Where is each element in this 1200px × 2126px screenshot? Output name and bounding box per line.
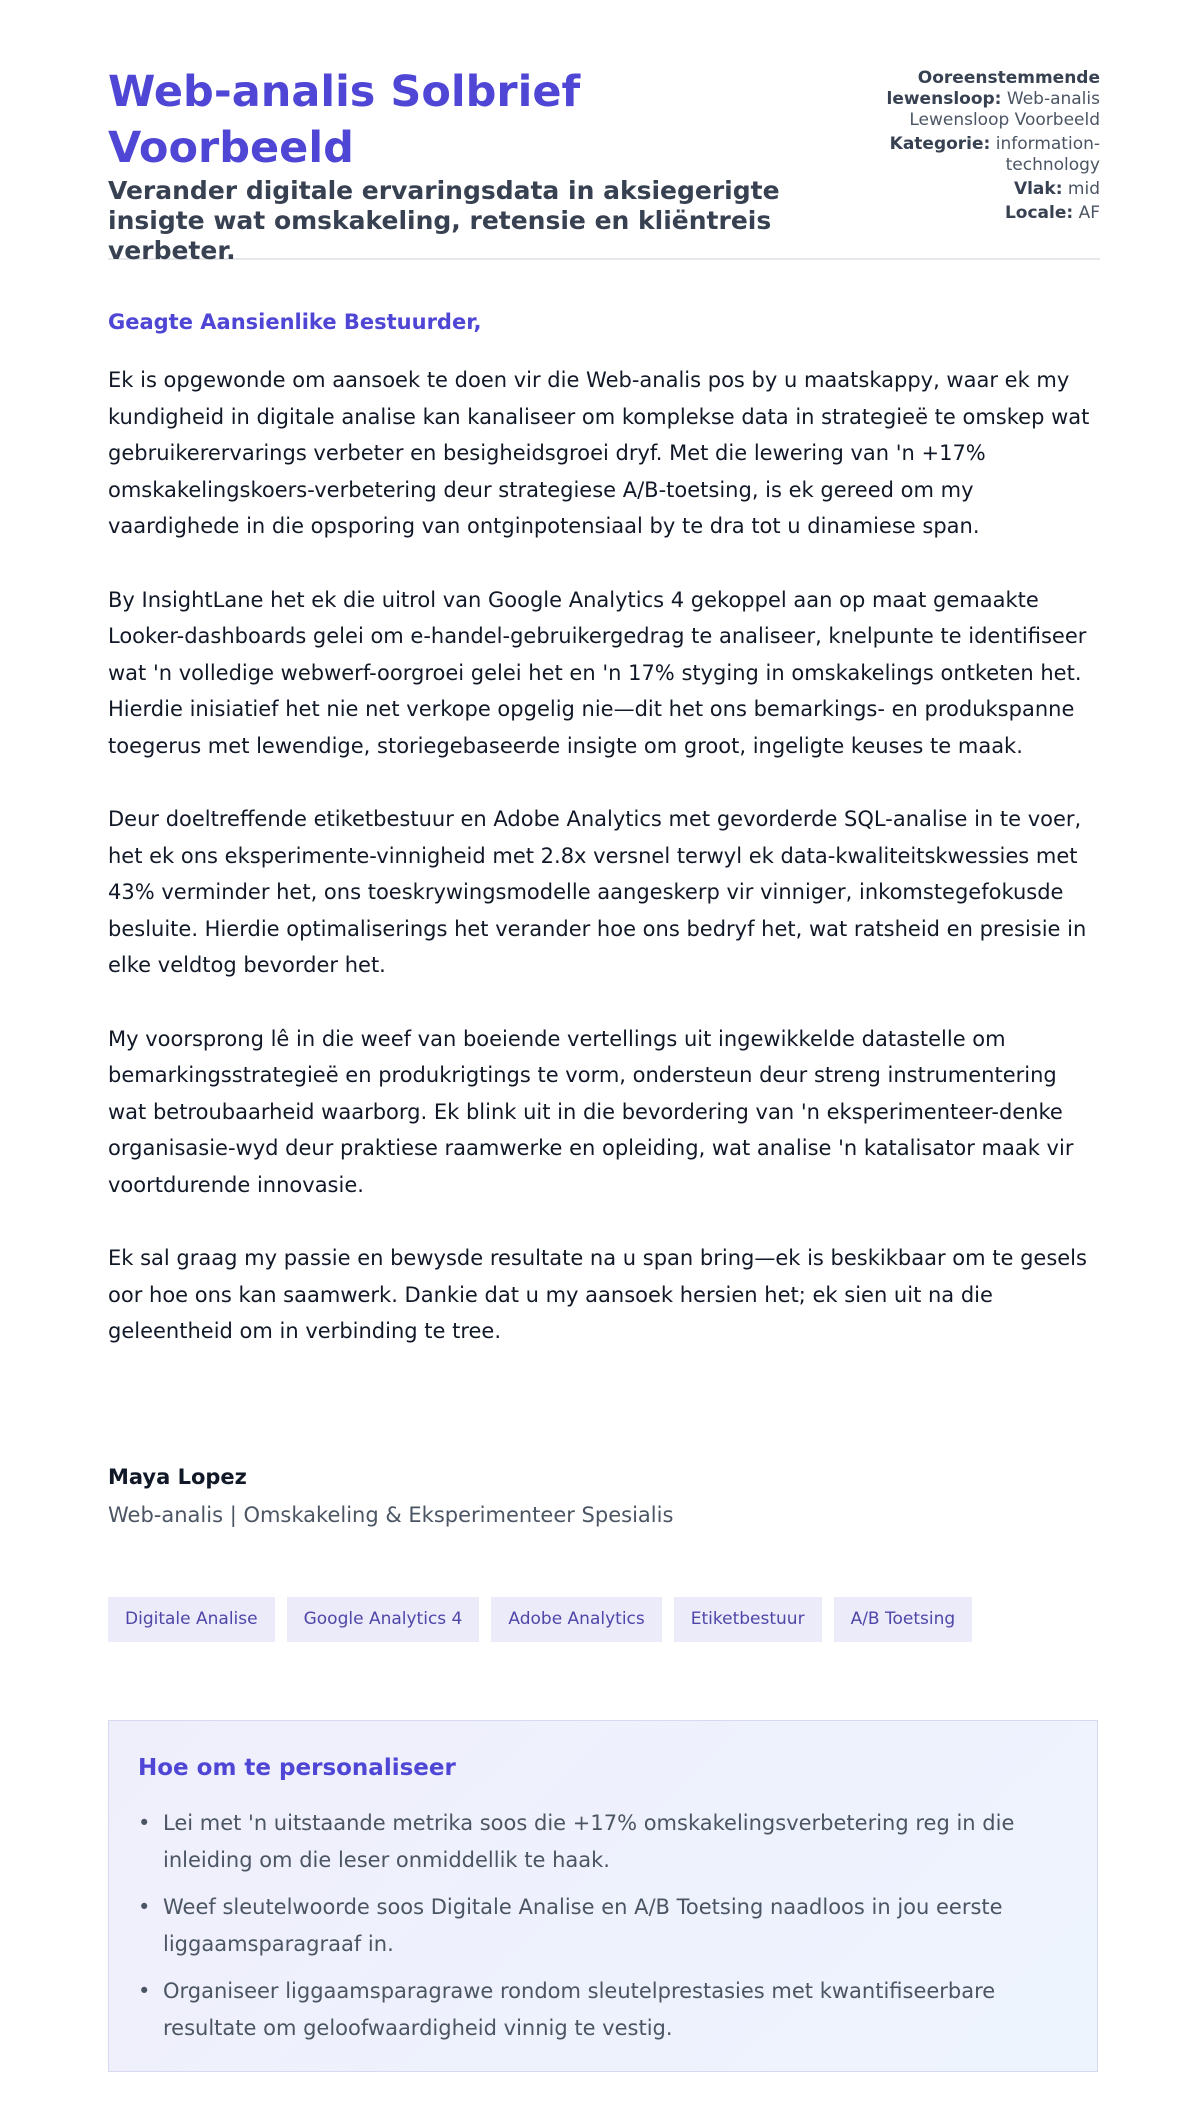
bullet-icon: • (138, 1979, 151, 2003)
letter-paragraph: Ek is opgewonde om aansoek te doen vir die Web-analis pos by u maatskappy, waar ek my kundigheid in digitale analise kan kanaliseer om komplekse data in strategieë te omskep wat gebruikerervarings verbeter en besigheidsgroei dryf. Met die lewering van 'n +17% omskakelingskoers-verbetering deur strategiese A/B-toetsing, is ek gereed om my vaardighede in die opsporing van ontginpotensiaal by te dra tot u dinamiese span. (108, 368, 1090, 538)
page-title: Web-analis Solbrief Voorbeeld (108, 67, 581, 173)
meta-level (850, 179, 1100, 200)
personalize-tips-box (108, 1720, 1098, 2072)
letter-paragraph: Ek sal graag my passie en bewysde resultate na u span bring—ek is beskikbaar om te gesels oor hoe ons kan saamwerk. Dankie dat u my aansoek hersien het; ek sien uit na die geleentheid om in verbinding te tree. (108, 1246, 1087, 1343)
meta-value: AF (1078, 203, 1100, 223)
cover-letter-page (108, 62, 1100, 2040)
tip-item (138, 1889, 1083, 1962)
meta-label: Locale: (1004, 203, 1074, 223)
title-block (108, 62, 808, 266)
skill-tags (108, 1597, 972, 1642)
letter-paragraph: Deur doeltreffende etiketbestuur en Adobe Analytics met gevorderde SQL-analise in te voer, het ek ons eksperimente-vinnigheid met 2.8x versnel terwyl ek data-kwaliteitskwessies met 43% verminder het, ons toeskrywingsmodelle aangeskerp vir vinniger, inkomstegefokusde besluite. Hierdie optimaliserings het verander hoe ons bedryf het, wat ratsheid en presisie in elke veldtog bevorder het. (108, 807, 1087, 977)
tips-title: Hoe om te personaliseer (138, 1755, 456, 1781)
meta-value: Web-analis Lewensloop Voorbeeld (909, 89, 1100, 130)
bullet-icon: • (138, 1895, 151, 1919)
letter-body (108, 362, 1100, 1387)
meta-value: mid (1067, 179, 1100, 199)
tip-item (138, 1973, 1083, 2046)
page-header (108, 62, 1100, 265)
letter-greeting: Geagte Aansienlike Bestuurder, (108, 310, 482, 334)
meta-info (850, 62, 1100, 227)
meta-label: Kategorie: (889, 134, 991, 154)
meta-label: Ooreenstemmende lewensloop: (886, 68, 1100, 109)
skill-tag: Digitale Analise (108, 1597, 275, 1642)
skill-tag: Etiketbestuur (674, 1597, 822, 1642)
signature-name: Maya Lopez (108, 1465, 247, 1489)
meta-value: information-technology (995, 134, 1100, 175)
tips-list (138, 1805, 1083, 2057)
meta-label: Vlak: (1013, 179, 1063, 199)
meta-locale (850, 203, 1100, 224)
signature-block (108, 1462, 673, 1530)
tip-text: Weef sleutelwoorde soos Digitale Analise en A/B Toetsing naadloos in jou eerste liggaamsparagraaf in. (163, 1895, 1003, 1956)
page-subtitle: Verander digitale ervaringsdata in aksiegerigte insigte wat omskakeling, retensie en kliëntreis verbeter. (108, 176, 780, 265)
skill-tag: Google Analytics 4 (287, 1597, 480, 1642)
skill-tag: Adobe Analytics (491, 1597, 661, 1642)
meta-category (850, 134, 1100, 176)
tip-text: Organiseer liggaamsparagrawe rondom sleutelprestasies met kwantifiseerbare resultate om geloofwaardigheid vinnig te vestig. (163, 1979, 996, 2040)
meta-matching-resume (850, 68, 1100, 131)
signature-title: Web-analis | Omskakeling & Eksperimenteer Spesialis (108, 1503, 674, 1527)
tip-text: Lei met 'n uitstaande metrika soos die +17% omskakelingsverbetering reg in die inleiding om die leser onmiddellik te haak. (163, 1811, 1015, 1872)
letter-paragraph: My voorsprong lê in die weef van boeiende vertellings uit ingewikkelde datastelle om bemarkingsstrategieë en produkrigtings te vorm, ondersteun deur streng instrumentering wat betroubaarheid waarborg. Ek blink uit in die bevordering van 'n eksperimenteer-denke organisasie-wyd deur praktiese raamwerke en opleiding, wat analise 'n katalisator maak vir voortdurende innovasie. (108, 1026, 1074, 1197)
bullet-icon: • (138, 1811, 151, 1835)
letter-paragraph: By InsightLane het ek die uitrol van Google Analytics 4 gekoppel aan op maat gemaakte Looker-dashboards gelei om e-handel-gebruikergedrag te analiseer, knelpunte te identifiseer wat 'n volledige webwerf-oorgroei gelei het en 'n 17% styging in omskakelings ontketen het. Hierdie inisiatief het nie net verkope opgelig nie—dit het ons bemarkings- en produkspanne toegerus met lewendige, storiegebaseerde insigte om groot, ingeligte keuses te maak. (108, 587, 1087, 758)
skill-tag: A/B Toetsing (834, 1597, 973, 1642)
tip-item (138, 1805, 1083, 1878)
